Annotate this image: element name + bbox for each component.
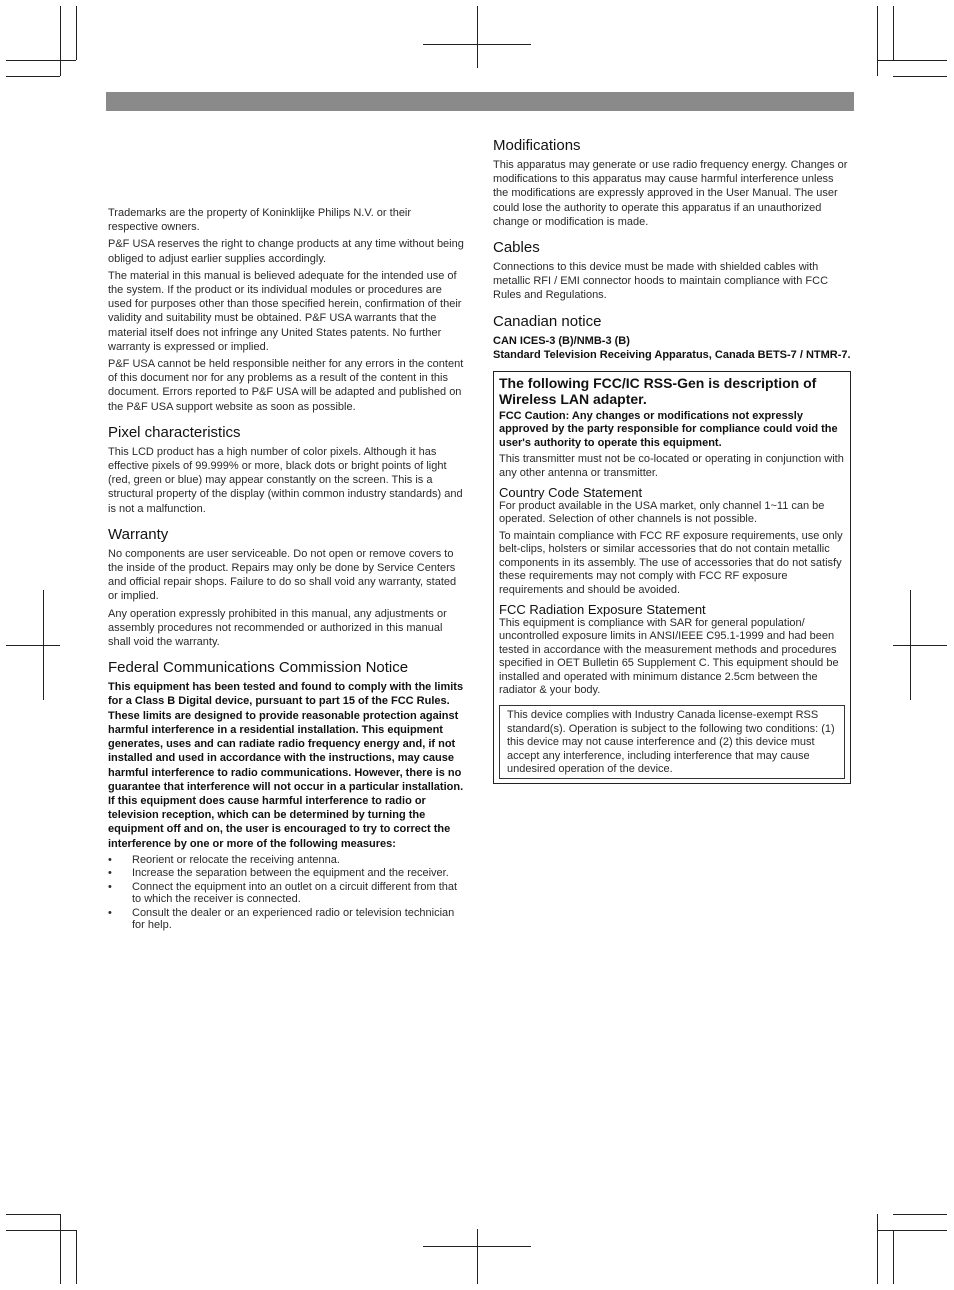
pixel-heading: Pixel characteristics [108, 423, 241, 441]
canadian-line-2: Standard Television Receiving Apparatus, Canada BETS-7 / NTMR-7. [493, 348, 851, 361]
warranty-text-2: Any operation expressly prohibited in this manual, any adjustments or assembly procedures not recommended or authorized in this manual shall void the warranty. [108, 607, 447, 649]
list-item: • Connect the equipment into an outlet on a circuit different from that to which the receiver is connected. [108, 881, 464, 906]
canadian-section [493, 312, 851, 362]
crop-mark [893, 76, 947, 77]
fcc-notice-heading: Federal Communications Commission Notice [108, 659, 409, 677]
cables-heading: Cables [493, 239, 540, 257]
crop-mark [877, 6, 878, 76]
modifications-text: This apparatus may generate or use radio frequency energy. Changes or modifications to this apparatus may cause harmful interference unless the modifications are expressly approved in the User Manual. The user could lose the authority to operate this apparatus if an unauthorized change or modification is made. [493, 159, 848, 228]
crop-mark [6, 76, 60, 77]
trademark-paragraph: Trademarks are the property of Koninklijke Philips N.V. or their respective owners. [108, 207, 412, 234]
fcc-ic-box [493, 371, 851, 784]
crop-mark [893, 645, 947, 646]
crop-mark [893, 1214, 947, 1215]
fcc-notice-section [108, 658, 464, 931]
header-bar [106, 92, 854, 111]
radiation-text: This equipment is compliance with SAR for general population/ uncontrolled exposure limits in ANSI/IEEE C95.1-1999 and had been tested in accordance with the measurement methods and procedures specified in OET Bulletin 65 Supplement C. This equipment should be installed and operated with minimum distance 2.5cm between the radiator & your body. [499, 616, 839, 696]
warranty-heading: Warranty [108, 525, 169, 543]
cables-text: Connections to this device must be made with shielded cables with metallic RFI / EMI connector hoods to maintain compliance with FCC Rules and Regulations. [493, 261, 829, 302]
list-item: • Increase the separation between the equipment and the receiver. [108, 867, 464, 880]
crop-mark [6, 1230, 76, 1231]
pixel-section [108, 423, 464, 516]
warranty-text-1: No components are user serviceable. Do not open or remove covers to the inside of the product. Repairs may only be done by Service Centers and official repair shops. Failure to do so shall void any warranty, stated or implied. [108, 547, 457, 603]
colocation-text: This transmitter must not be co-located or operating in conjunction with any other antenna or transmitter. [499, 453, 844, 479]
list-item: • Reorient or relocate the receiving antenna. [108, 854, 464, 867]
fcc-measures-list [108, 854, 464, 932]
canadian-heading: Canadian notice [493, 312, 602, 330]
country-code-text-1: For product available in the USA market, only channel 1~11 can be operated. Selection of other channels is not possible. [499, 500, 825, 526]
fcc-box-title: The following FCC/IC RSS-Gen is description of Wireless LAN adapter. [499, 375, 817, 408]
crop-mark [423, 44, 531, 45]
radiation-heading: FCC Radiation Exposure Statement [499, 601, 706, 617]
crop-mark [877, 1230, 947, 1231]
country-code-text-2: To maintain compliance with FCC RF exposure requirements, use only belt-clips, holsters or similar accessories that do not contain metallic components in its assembly. The use of accessories that do not satisfy these requirements may not comply with FCC RF exposure requirements and should be avoided. [499, 529, 843, 596]
crop-mark [76, 1230, 77, 1284]
crop-mark [60, 1214, 61, 1284]
modifications-section [493, 136, 851, 229]
fcc-caution-text: FCC Caution: Any changes or modifications not expressly approved by the party responsible for compliance could void the user's authority to operate this equipment. [499, 410, 838, 449]
crop-mark [6, 60, 76, 61]
crop-mark [6, 1214, 60, 1215]
crop-mark [893, 6, 894, 60]
crop-mark [477, 6, 478, 68]
crop-mark [60, 6, 61, 76]
cables-section [493, 238, 851, 303]
industry-canada-text: This device complies with Industry Canada license-exempt RSS standard(s). Operation is subject to the following two conditions: (1) this device may not cause interference and (2) this device must accept any interference, including interference that may cause undesired operation of the device. [507, 709, 835, 775]
crop-mark [477, 1229, 478, 1284]
crop-mark [423, 1246, 531, 1247]
warranty-section [108, 525, 464, 649]
right-column [493, 136, 851, 784]
industry-canada-box [499, 705, 845, 779]
crop-mark [877, 1214, 878, 1284]
crop-mark [76, 6, 77, 60]
pixel-text: This LCD product has a high number of color pixels. Although it has effective pixels of 99.999% or more, black dots or bright points of light (red, green or blue) may appear constantly on the screen. This is a structural property of the display (within common industry standards) and is not a malfunction. [108, 445, 463, 515]
modifications-heading: Modifications [493, 137, 581, 154]
fcc-notice-text: This equipment has been tested and found to comply with the limits for a Class B Digital device, pursuant to part 15 of the FCC Rules. These limits are designed to provide reasonable protection against harmful interference in a residential installation. This equipment generates, uses and can radiate radio frequency energy and, if not installed and used in accordance with the instructions, may cause harmful interference to radio communications. However, there is no guarantee that interference will not occur in a particular installation. If this equipment does cause harmful interference to radio or television reception, which can be determined by turning the equipment off and on, the user is encouraged to try to correct the interference by one or more of the following measures: [108, 681, 464, 850]
list-item: • Consult the dealer or an experienced radio or television technician for help. [108, 907, 464, 932]
material-paragraph: The material in this manual is believed adequate for the intended use of the system. If the product or its individual modules or procedures are used for purposes other than those specified herein, confirmation of their validity and suitability must be obtained. P&F USA warrants that the material itself does not infringe any United States patents. No further warranty is expressed or implied. [108, 269, 462, 353]
crop-mark [877, 60, 947, 61]
intro-section [108, 206, 464, 414]
crop-mark [6, 645, 60, 646]
country-code-heading: Country Code Statement [499, 485, 643, 501]
left-column [108, 206, 464, 933]
crop-mark [893, 1230, 894, 1284]
canadian-line-1: CAN ICES-3 (B)/NMB-3 (B) [493, 334, 630, 347]
responsibility-paragraph: P&F USA cannot be held responsible neither for any errors in the content of this document nor for any problems as a result of the content in this document. Errors reported to P&F USA will be adapted and published on the P&F USA support website as soon as possible. [108, 358, 464, 413]
rights-paragraph: P&F USA reserves the right to change products at any time without being obliged to adjust earlier supplies accordingly. [108, 238, 464, 265]
